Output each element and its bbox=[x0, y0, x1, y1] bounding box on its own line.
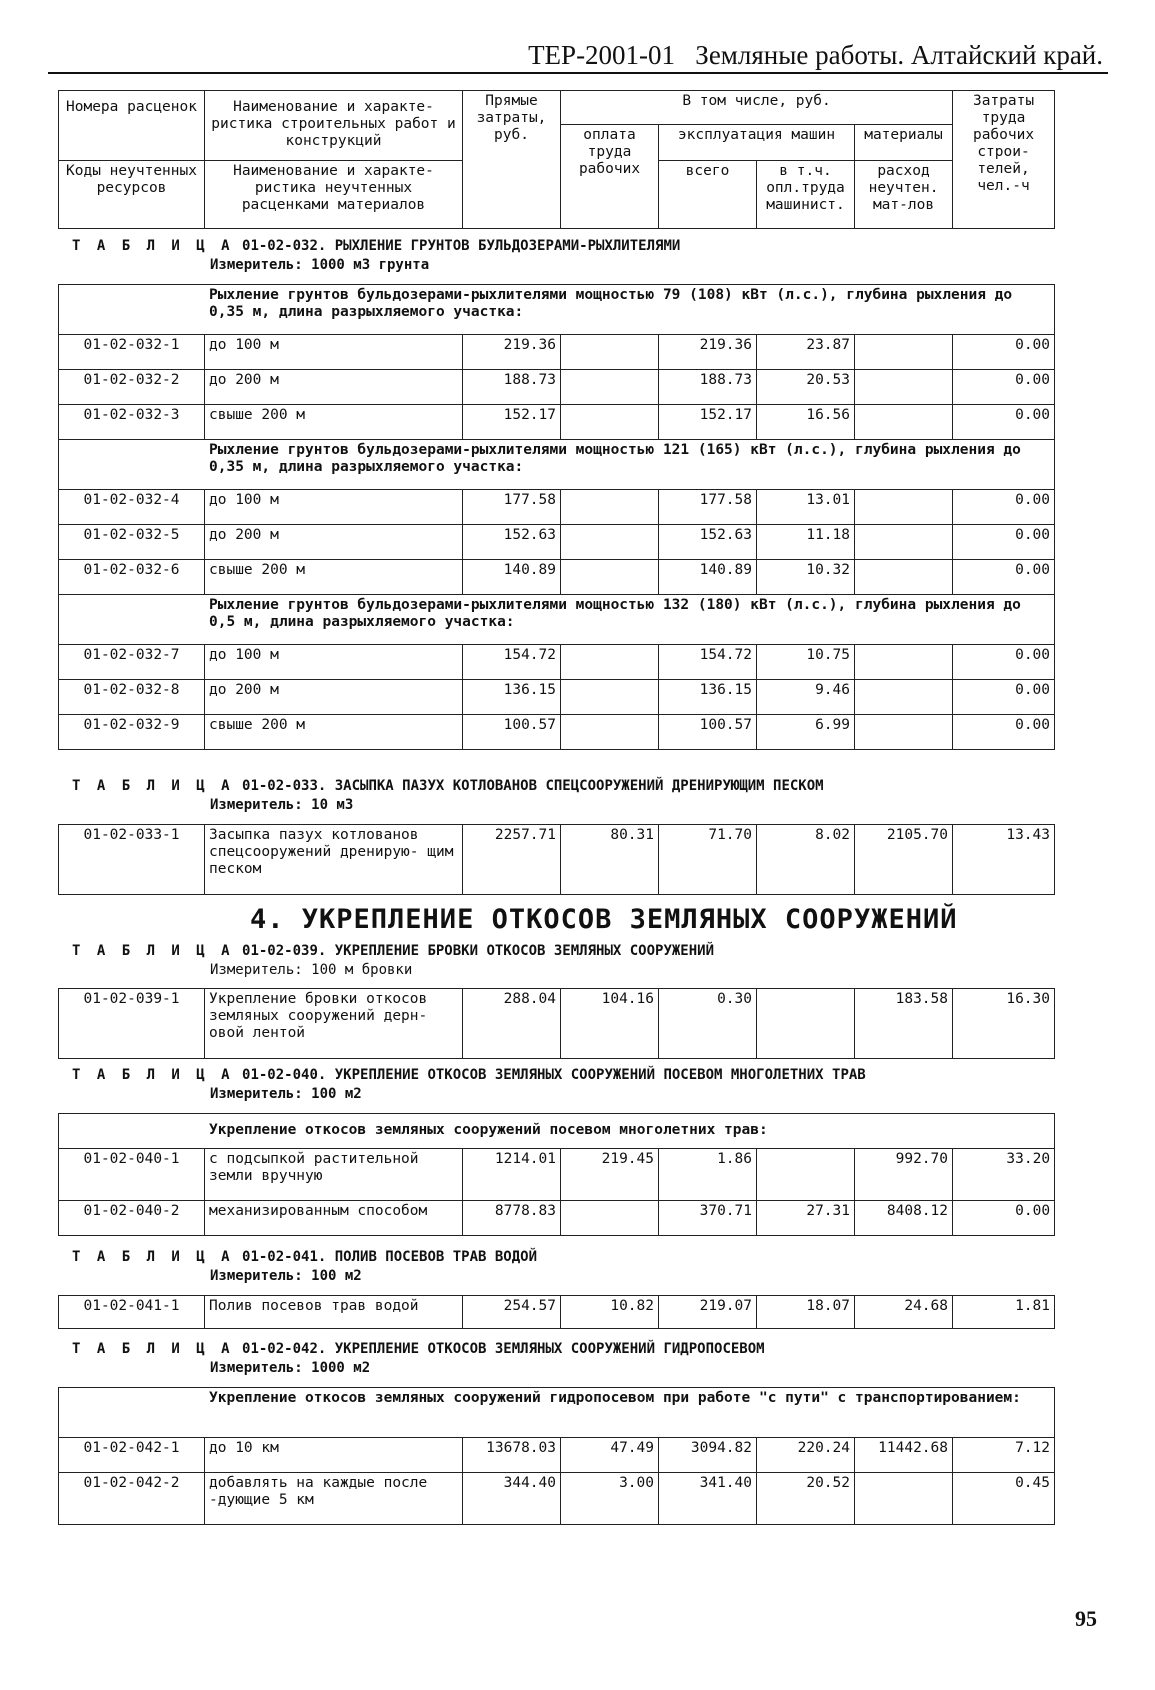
materials: 183.58 bbox=[855, 989, 953, 1059]
table-041-title: Т А Б Л И Ц А 01-02-041. ПОЛИВ ПОСЕВОВ ТРАВ ВОДОЙ bbox=[72, 1249, 538, 1265]
rate-name: до 200 м bbox=[205, 680, 463, 715]
labor-pay bbox=[561, 490, 659, 525]
group-heading: Рыхление грунтов бульдозерами-рыхлителями мощностью 121 (165) кВт (л.с.), глубина рыхления до 0,35 м, длина разрыхляемого участка: bbox=[59, 440, 1055, 490]
direct-cost: 8778.83 bbox=[463, 1201, 561, 1236]
rate-code: 01-02-042-2 bbox=[59, 1473, 205, 1525]
machines-total: 152.63 bbox=[659, 525, 757, 560]
table-041 bbox=[58, 1295, 1055, 1329]
rate-name: свыше 200 м bbox=[205, 405, 463, 440]
labor-hours: 16.30 bbox=[953, 989, 1055, 1059]
rate-code: 01-02-041-1 bbox=[59, 1296, 205, 1329]
materials bbox=[855, 645, 953, 680]
materials: 992.70 bbox=[855, 1149, 953, 1201]
rate-name: до 100 м bbox=[205, 490, 463, 525]
table-row bbox=[59, 1201, 1055, 1236]
labor-hours: 33.20 bbox=[953, 1149, 1055, 1201]
col-direct-costs: Прямые затраты, руб. bbox=[463, 91, 561, 229]
machinist-pay: 20.53 bbox=[757, 370, 855, 405]
table-row bbox=[59, 680, 1055, 715]
group-heading: Рыхление грунтов бульдозерами-рыхлителями мощностью 79 (108) кВт (л.с.), глубина рыхления до 0,35 м, длина разрыхляемого участка: bbox=[59, 285, 1055, 335]
machinist-pay: 10.75 bbox=[757, 645, 855, 680]
machines-total: 154.72 bbox=[659, 645, 757, 680]
machines-total: 3094.82 bbox=[659, 1438, 757, 1473]
labor-pay bbox=[561, 560, 659, 595]
machinist-pay: 11.18 bbox=[757, 525, 855, 560]
rate-code: 01-02-032-5 bbox=[59, 525, 205, 560]
rate-name: до 10 км bbox=[205, 1438, 463, 1473]
rate-name: добавлять на каждые после -дующие 5 км bbox=[205, 1473, 463, 1525]
table-row bbox=[59, 989, 1055, 1059]
table-042 bbox=[58, 1387, 1055, 1525]
labor-pay: 80.31 bbox=[561, 825, 659, 895]
rate-name: до 100 м bbox=[205, 645, 463, 680]
materials: 2105.70 bbox=[855, 825, 953, 895]
table-041-measure: Измеритель: 100 м2 bbox=[210, 1268, 362, 1284]
materials: 11442.68 bbox=[855, 1438, 953, 1473]
rate-code: 01-02-039-1 bbox=[59, 989, 205, 1059]
rate-code: 01-02-040-2 bbox=[59, 1201, 205, 1236]
column-header-table bbox=[58, 90, 1055, 229]
rate-name: свыше 200 м bbox=[205, 560, 463, 595]
labor-hours: 0.00 bbox=[953, 370, 1055, 405]
labor-hours: 0.00 bbox=[953, 335, 1055, 370]
labor-hours: 0.00 bbox=[953, 525, 1055, 560]
table-row bbox=[59, 825, 1055, 895]
materials bbox=[855, 335, 953, 370]
table-039-measure: Измеритель: 100 м бровки bbox=[210, 962, 413, 978]
labor-pay: 47.49 bbox=[561, 1438, 659, 1473]
rate-name: до 200 м bbox=[205, 525, 463, 560]
machines-total: 1.86 bbox=[659, 1149, 757, 1201]
running-header bbox=[528, 40, 1103, 71]
machinist-pay: 23.87 bbox=[757, 335, 855, 370]
machinist-pay: 9.46 bbox=[757, 680, 855, 715]
col-machines-total: всего bbox=[659, 161, 757, 229]
table-042-measure: Измеритель: 1000 м2 bbox=[210, 1360, 371, 1376]
direct-cost: 2257.71 bbox=[463, 825, 561, 895]
col-materials: материалы bbox=[855, 125, 953, 161]
labor-pay bbox=[561, 405, 659, 440]
table-032 bbox=[58, 284, 1055, 750]
table-row bbox=[59, 560, 1055, 595]
labor-pay: 3.00 bbox=[561, 1473, 659, 1525]
table-040 bbox=[58, 1113, 1055, 1236]
col-machinist-pay: в т.ч. опл.труда машинист. bbox=[757, 161, 855, 229]
materials bbox=[855, 370, 953, 405]
labor-hours: 0.00 bbox=[953, 645, 1055, 680]
machinist-pay: 27.31 bbox=[757, 1201, 855, 1236]
machinist-pay: 16.56 bbox=[757, 405, 855, 440]
rate-code: 01-02-032-8 bbox=[59, 680, 205, 715]
labor-hours: 0.00 bbox=[953, 490, 1055, 525]
direct-cost: 288.04 bbox=[463, 989, 561, 1059]
rate-code: 01-02-042-1 bbox=[59, 1438, 205, 1473]
table-032-title: Т А Б Л И Ц А 01-02-032. РЫХЛЕНИЕ ГРУНТОВ БУЛЬДОЗЕРАМИ-РЫХЛИТЕЛЯМИ bbox=[72, 238, 681, 254]
labor-hours: 7.12 bbox=[953, 1438, 1055, 1473]
header-title: Земляные работы. Алтайский край. bbox=[695, 40, 1103, 70]
table-row bbox=[59, 1473, 1055, 1525]
rate-code: 01-02-032-2 bbox=[59, 370, 205, 405]
materials: 24.68 bbox=[855, 1296, 953, 1329]
direct-cost: 219.36 bbox=[463, 335, 561, 370]
table-033-measure: Измеритель: 10 м3 bbox=[210, 797, 354, 813]
table-row bbox=[59, 405, 1055, 440]
machinist-pay: 13.01 bbox=[757, 490, 855, 525]
labor-hours: 0.00 bbox=[953, 680, 1055, 715]
section-title: 4. УКРЕПЛЕНИЕ ОТКОСОВ ЗЕМЛЯНЫХ СООРУЖЕНИЙ bbox=[250, 904, 958, 935]
col-work-name: Наименование и характе- ристика строительных работ и конструкций bbox=[205, 91, 463, 161]
col-labor-costs: Затраты труда рабочих строи- телей, чел.-ч bbox=[953, 91, 1055, 229]
table-row bbox=[59, 335, 1055, 370]
col-resource-codes: Коды неучтенных ресурсов bbox=[59, 161, 205, 229]
machinist-pay: 6.99 bbox=[757, 715, 855, 750]
materials bbox=[855, 680, 953, 715]
group-heading: Рыхление грунтов бульдозерами-рыхлителями мощностью 132 (180) кВт (л.с.), глубина рыхления до 0,5 м, длина разрыхляемого участка: bbox=[59, 595, 1055, 645]
col-rate-numbers: Номера расценок bbox=[59, 91, 205, 161]
rate-name: механизированным способом bbox=[205, 1201, 463, 1236]
rate-code: 01-02-032-6 bbox=[59, 560, 205, 595]
labor-pay bbox=[561, 370, 659, 405]
table-040-title: Т А Б Л И Ц А 01-02-040. УКРЕПЛЕНИЕ ОТКОСОВ ЗЕМЛЯНЫХ СООРУЖЕНИЙ ПОСЕВОМ МНОГОЛЕТНИХ ТРАВ bbox=[72, 1067, 866, 1083]
materials bbox=[855, 1473, 953, 1525]
col-including: В том числе, руб. bbox=[561, 91, 953, 125]
table-row bbox=[59, 645, 1055, 680]
page-number: 95 bbox=[1075, 1606, 1097, 1631]
machines-total: 341.40 bbox=[659, 1473, 757, 1525]
labor-pay: 219.45 bbox=[561, 1149, 659, 1201]
rate-code: 01-02-033-1 bbox=[59, 825, 205, 895]
direct-cost: 136.15 bbox=[463, 680, 561, 715]
col-material-use: расход неучтен. мат-лов bbox=[855, 161, 953, 229]
rate-code: 01-02-032-4 bbox=[59, 490, 205, 525]
table-039-title: Т А Б Л И Ц А 01-02-039. УКРЕПЛЕНИЕ БРОВКИ ОТКОСОВ ЗЕМЛЯНЫХ СООРУЖЕНИЙ bbox=[72, 943, 715, 959]
table-row bbox=[59, 525, 1055, 560]
direct-cost: 177.58 bbox=[463, 490, 561, 525]
labor-pay bbox=[561, 335, 659, 370]
labor-hours: 0.45 bbox=[953, 1473, 1055, 1525]
labor-hours: 0.00 bbox=[953, 1201, 1055, 1236]
rate-code: 01-02-032-1 bbox=[59, 335, 205, 370]
rate-name: свыше 200 м bbox=[205, 715, 463, 750]
group-heading: Укрепление откосов земляных сооружений посевом многолетних трав: bbox=[59, 1114, 1055, 1149]
machinist-pay: 20.52 bbox=[757, 1473, 855, 1525]
labor-hours: 0.00 bbox=[953, 715, 1055, 750]
machinist-pay: 220.24 bbox=[757, 1438, 855, 1473]
machines-total: 219.36 bbox=[659, 335, 757, 370]
machines-total: 219.07 bbox=[659, 1296, 757, 1329]
machines-total: 100.57 bbox=[659, 715, 757, 750]
labor-pay bbox=[561, 680, 659, 715]
machinist-pay bbox=[757, 989, 855, 1059]
labor-pay bbox=[561, 1201, 659, 1236]
direct-cost: 154.72 bbox=[463, 645, 561, 680]
machines-total: 140.89 bbox=[659, 560, 757, 595]
materials bbox=[855, 715, 953, 750]
table-row bbox=[59, 370, 1055, 405]
labor-hours: 0.00 bbox=[953, 405, 1055, 440]
labor-hours: 13.43 bbox=[953, 825, 1055, 895]
rate-code: 01-02-032-7 bbox=[59, 645, 205, 680]
direct-cost: 152.17 bbox=[463, 405, 561, 440]
table-033 bbox=[58, 824, 1055, 895]
machinist-pay: 8.02 bbox=[757, 825, 855, 895]
rate-name: Укрепление бровки откосов земляных сооружений дерн- овой лентой bbox=[205, 989, 463, 1059]
materials bbox=[855, 525, 953, 560]
rate-code: 01-02-040-1 bbox=[59, 1149, 205, 1201]
direct-cost: 254.57 bbox=[463, 1296, 561, 1329]
table-row bbox=[59, 1149, 1055, 1201]
table-040-measure: Измеритель: 100 м2 bbox=[210, 1086, 362, 1102]
rate-name: до 200 м bbox=[205, 370, 463, 405]
rate-name: до 100 м bbox=[205, 335, 463, 370]
group-heading: Укрепление откосов земляных сооружений гидропосевом при работе "с пути" с транспортированием: bbox=[59, 1388, 1055, 1438]
machines-total: 152.17 bbox=[659, 405, 757, 440]
machines-total: 177.58 bbox=[659, 490, 757, 525]
direct-cost: 152.63 bbox=[463, 525, 561, 560]
labor-hours: 1.81 bbox=[953, 1296, 1055, 1329]
labor-pay bbox=[561, 645, 659, 680]
labor-pay bbox=[561, 715, 659, 750]
header-rule bbox=[48, 72, 1108, 74]
labor-hours: 0.00 bbox=[953, 560, 1055, 595]
labor-pay bbox=[561, 525, 659, 560]
table-row bbox=[59, 715, 1055, 750]
table-row bbox=[59, 490, 1055, 525]
machines-total: 0.30 bbox=[659, 989, 757, 1059]
rate-code: 01-02-032-9 bbox=[59, 715, 205, 750]
materials: 8408.12 bbox=[855, 1201, 953, 1236]
col-material-name: Наименование и характе- ристика неучтенных расценками материалов bbox=[205, 161, 463, 229]
machines-total: 188.73 bbox=[659, 370, 757, 405]
direct-cost: 188.73 bbox=[463, 370, 561, 405]
col-machines: эксплуатация машин bbox=[659, 125, 855, 161]
machines-total: 370.71 bbox=[659, 1201, 757, 1236]
table-row bbox=[59, 1438, 1055, 1473]
labor-pay: 10.82 bbox=[561, 1296, 659, 1329]
machinist-pay: 18.07 bbox=[757, 1296, 855, 1329]
materials bbox=[855, 405, 953, 440]
rate-name: Засыпка пазух котлованов спецсооружений дренирую- щим песком bbox=[205, 825, 463, 895]
table-row bbox=[59, 1296, 1055, 1329]
table-039 bbox=[58, 988, 1055, 1059]
materials bbox=[855, 560, 953, 595]
rate-code: 01-02-032-3 bbox=[59, 405, 205, 440]
table-032-measure: Измеритель: 1000 м3 грунта bbox=[210, 257, 430, 273]
direct-cost: 344.40 bbox=[463, 1473, 561, 1525]
table-033-title: Т А Б Л И Ц А 01-02-033. ЗАСЫПКА ПАЗУХ КОТЛОВАНОВ СПЕЦСООРУЖЕНИЙ ДРЕНИРУЮЩИМ ПЕСКОМ bbox=[72, 778, 824, 794]
direct-cost: 100.57 bbox=[463, 715, 561, 750]
rate-name: с подсыпкой растительной земли вручную bbox=[205, 1149, 463, 1201]
machines-total: 71.70 bbox=[659, 825, 757, 895]
machines-total: 136.15 bbox=[659, 680, 757, 715]
header-code: ТЕР-2001-01 bbox=[528, 40, 676, 70]
direct-cost: 140.89 bbox=[463, 560, 561, 595]
direct-cost: 13678.03 bbox=[463, 1438, 561, 1473]
machinist-pay: 10.32 bbox=[757, 560, 855, 595]
rate-name: Полив посевов трав водой bbox=[205, 1296, 463, 1329]
direct-cost: 1214.01 bbox=[463, 1149, 561, 1201]
labor-pay: 104.16 bbox=[561, 989, 659, 1059]
table-042-title: Т А Б Л И Ц А 01-02-042. УКРЕПЛЕНИЕ ОТКОСОВ ЗЕМЛЯНЫХ СООРУЖЕНИЙ ГИДРОПОСЕВОМ bbox=[72, 1341, 765, 1357]
col-labor-pay: оплата труда рабочих bbox=[561, 125, 659, 229]
materials bbox=[855, 490, 953, 525]
machinist-pay bbox=[757, 1149, 855, 1201]
